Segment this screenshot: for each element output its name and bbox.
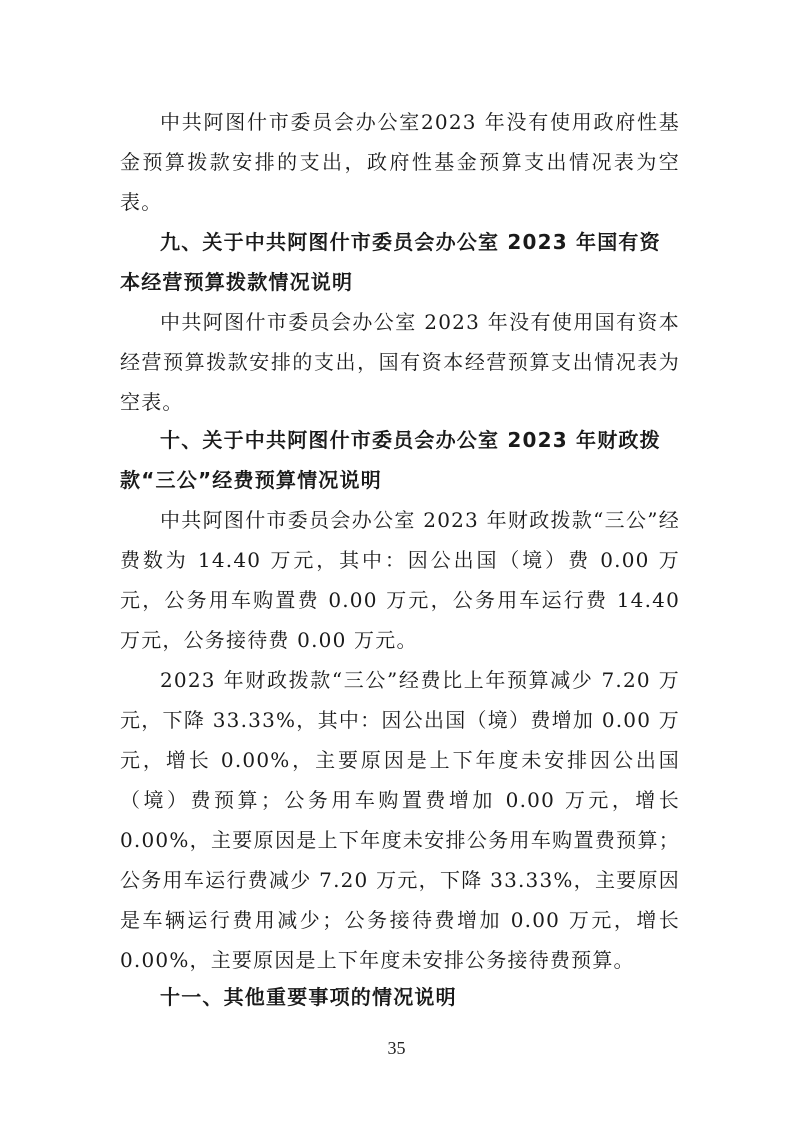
section-10-heading: 十、关于中共阿图什市委员会办公室 2023 年财政拨款“三公”经费预算情况说明	[120, 428, 661, 492]
section-10-paragraph-amount: 中共阿图什市委员会办公室 2023 年财政拨款“三公”经费数为 14.40 万元，其中：因公出国（境）费 0.00 万元，公务用车购置费 0.00 万元，公务用车运行费 14.40 万元，公务接待费 0.00 万元。	[120, 508, 680, 652]
section-9-heading: 九、关于中共阿图什市委员会办公室 2023 年国有资本经营预算拨款情况说明	[120, 230, 661, 294]
section-9-block	[120, 222, 680, 422]
page-number: 35	[387, 1038, 406, 1058]
section-11-block	[120, 977, 680, 1017]
section-9-paragraph: 中共阿图什市委员会办公室 2023 年没有使用国有资本经营预算拨款安排的支出，国有资本经营预算支出情况表为空表。	[120, 310, 680, 414]
section-10-block	[120, 420, 680, 980]
section-10-paragraph-comparison: 2023 年财政拨款“三公”经费比上年预算减少 7.20 万元，下降 33.33%，其中：因公出国（境）费增加 0.00 万元，增长 0.00%，主要原因是上下年度未安排因公出国（境）费预算；公务用车购置费增加 0.00 万元，增长 0.00%，主要原因是上下年度未安排公务用车购置费预算；公务用车运行费减少 7.20 万元，下降 33.33%，主要原因是车辆运行费用减少；公务接待费增加 0.00 万元，增长 0.00%，主要原因是上下年度未安排公务接待费预算。	[120, 668, 680, 972]
fund-paragraph-block	[120, 102, 680, 222]
government-fund-paragraph: 中共阿图什市委员会办公室2023 年没有使用政府性基金预算拨款安排的支出，政府性基金预算支出情况表为空表。	[120, 110, 680, 214]
section-11-heading: 十一、其他重要事项的情况说明	[160, 985, 457, 1009]
